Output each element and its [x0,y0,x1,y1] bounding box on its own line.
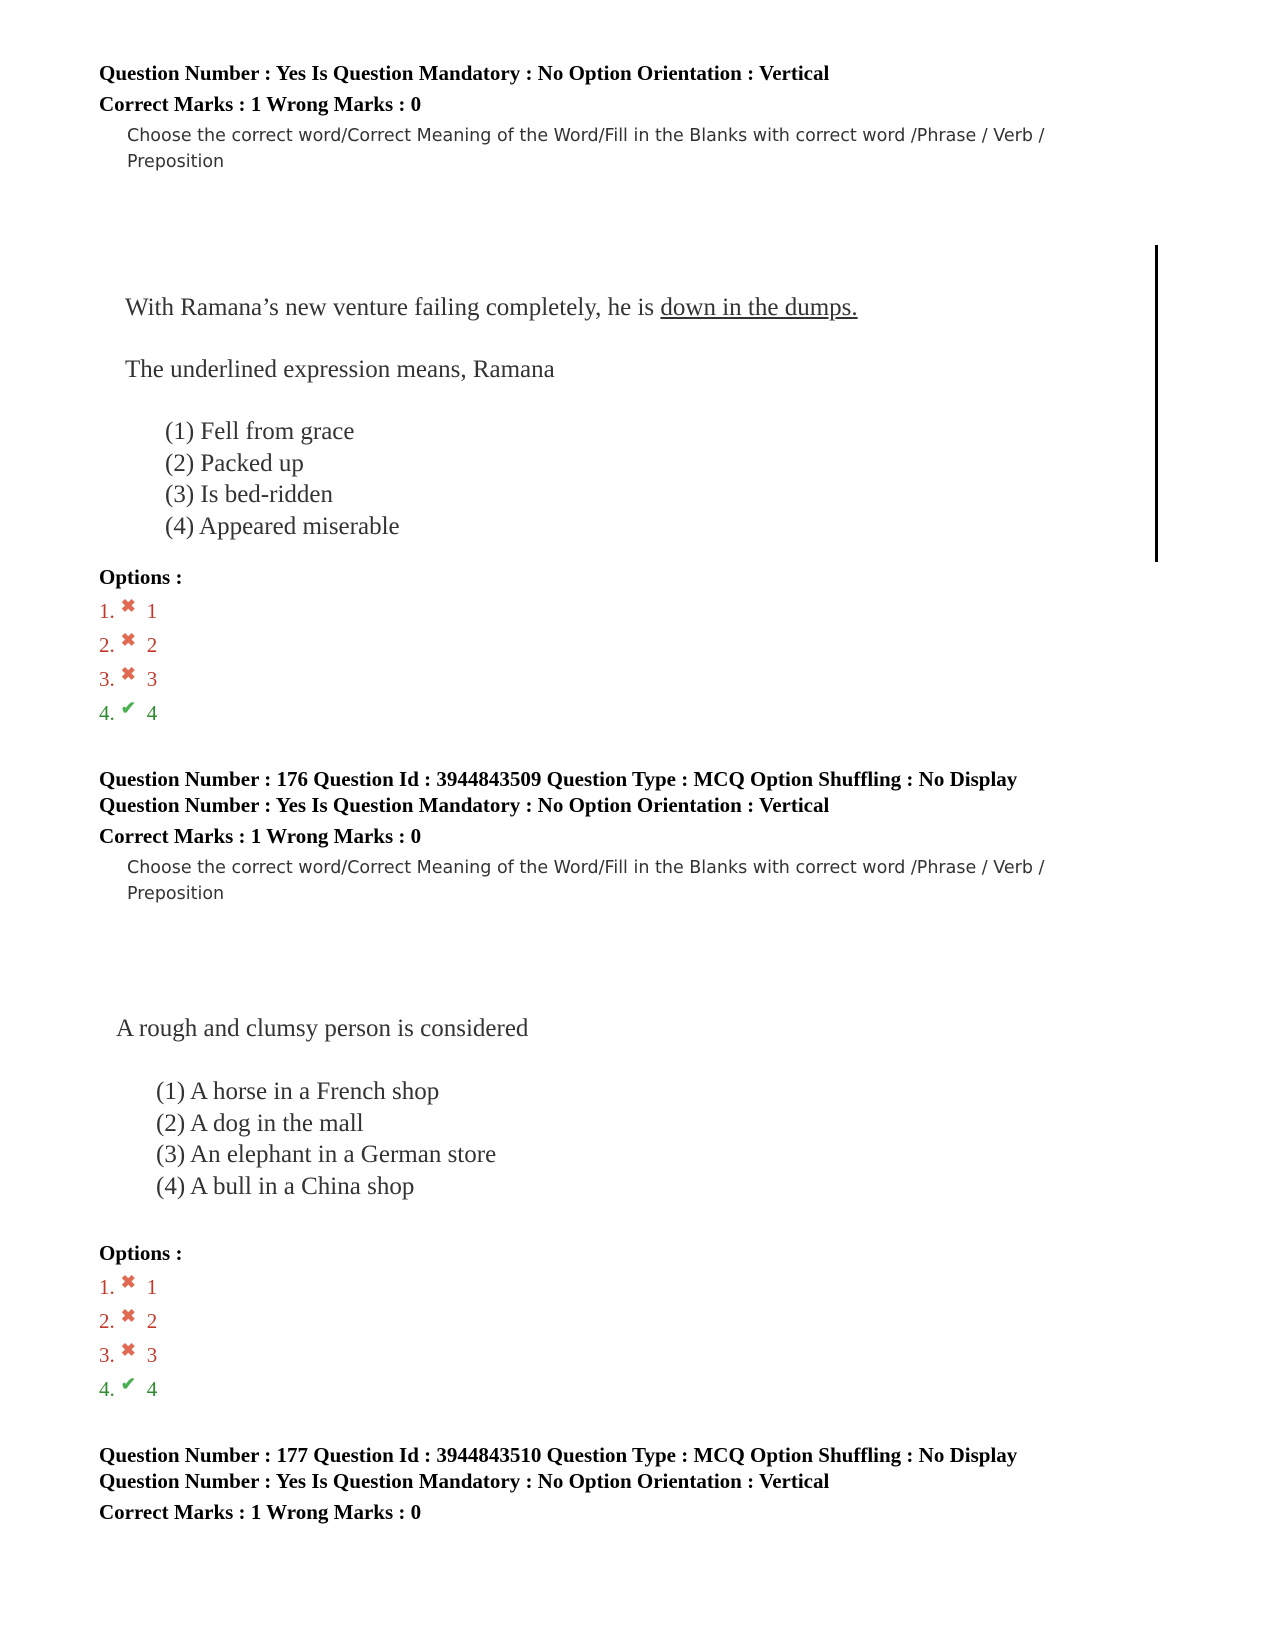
option-row [99,598,157,625]
option-number: 4. [99,1377,115,1401]
option-row [99,1274,157,1301]
question-prompt: The underlined expression means, Ramana [125,356,555,383]
choice-item: (4) Appeared miserable [165,512,400,540]
choice-item: (3) An elephant in a German store [156,1141,497,1168]
check-icon: ✔ [120,1374,136,1394]
choice-list [156,1076,496,1202]
options-label: Options : [99,1241,183,1265]
question-header-line: Question Number : 176 Question Id : 3944843509 Question Type : MCQ Option Shuffling : No Display [99,767,1018,791]
cross-icon: ✖ [120,664,136,684]
option-value: 1 [146,599,158,623]
option-value: 3 [146,667,158,691]
option-number: 1. [99,1275,115,1299]
question-marks-line: Correct Marks : 1 Wrong Marks : 0 [99,824,422,848]
option-number: 2. [99,1309,115,1333]
question-marks-line: Correct Marks : 1 Wrong Marks : 0 [99,1500,422,1524]
cross-icon: ✖ [120,596,136,616]
question-meta-line: Question Number : Yes Is Question Mandatory : No Option Orientation : Vertical [99,1469,830,1493]
cross-icon: ✖ [120,630,136,650]
cross-icon: ✖ [120,1272,136,1292]
question-meta-line: Question Number : Yes Is Question Mandatory : No Option Orientation : Vertical [99,61,830,85]
underlined-expression: down in the dumps. [660,294,858,321]
option-row [99,632,157,659]
question-marks-line: Correct Marks : 1 Wrong Marks : 0 [99,92,422,116]
question-instruction: Choose the correct word/Correct Meaning of the Word/Fill in the Blanks with correct word /Phrase / Verb / Preposition [127,126,1045,172]
option-value: 1 [146,1275,158,1299]
option-value: 4 [146,1377,158,1401]
choice-item: (1) A horse in a French shop [156,1078,440,1105]
choice-item: (4) A bull in a China shop [156,1172,415,1200]
option-value: 4 [146,701,158,725]
options-label: Options : [99,565,183,589]
question-meta-line: Question Number : Yes Is Question Mandatory : No Option Orientation : Vertical [99,793,830,817]
cross-icon: ✖ [120,1306,136,1326]
option-row [99,700,157,727]
question-sentence-text: With Ramana’s new venture failing completely, he is [125,294,661,321]
question-header-line: Question Number : 177 Question Id : 3944843510 Question Type : MCQ Option Shuffling : No Display [99,1443,1018,1467]
vertical-divider [1155,245,1158,562]
option-row [99,1376,157,1403]
choice-list [165,416,400,542]
option-number: 3. [99,667,115,691]
choice-item: (3) Is bed-ridden [165,481,333,508]
option-row [99,666,157,693]
option-number: 1. [99,599,115,623]
option-number: 2. [99,633,115,657]
option-number: 4. [99,701,115,725]
option-value: 3 [146,1343,158,1367]
option-row [99,1308,157,1335]
choice-item: (2) Packed up [165,449,304,477]
question-prompt: A rough and clumsy person is considered [116,1015,529,1042]
choice-item: (2) A dog in the mall [156,1109,364,1137]
option-value: 2 [146,1309,158,1333]
option-number: 3. [99,1343,115,1367]
cross-icon: ✖ [120,1340,136,1360]
option-row [99,1342,157,1369]
check-icon: ✔ [120,698,136,718]
choice-item: (1) Fell from grace [165,418,355,445]
option-value: 2 [146,633,158,657]
question-sentence [125,292,858,324]
question-instruction: Choose the correct word/Correct Meaning of the Word/Fill in the Blanks with correct word /Phrase / Verb / Preposition [127,858,1045,904]
